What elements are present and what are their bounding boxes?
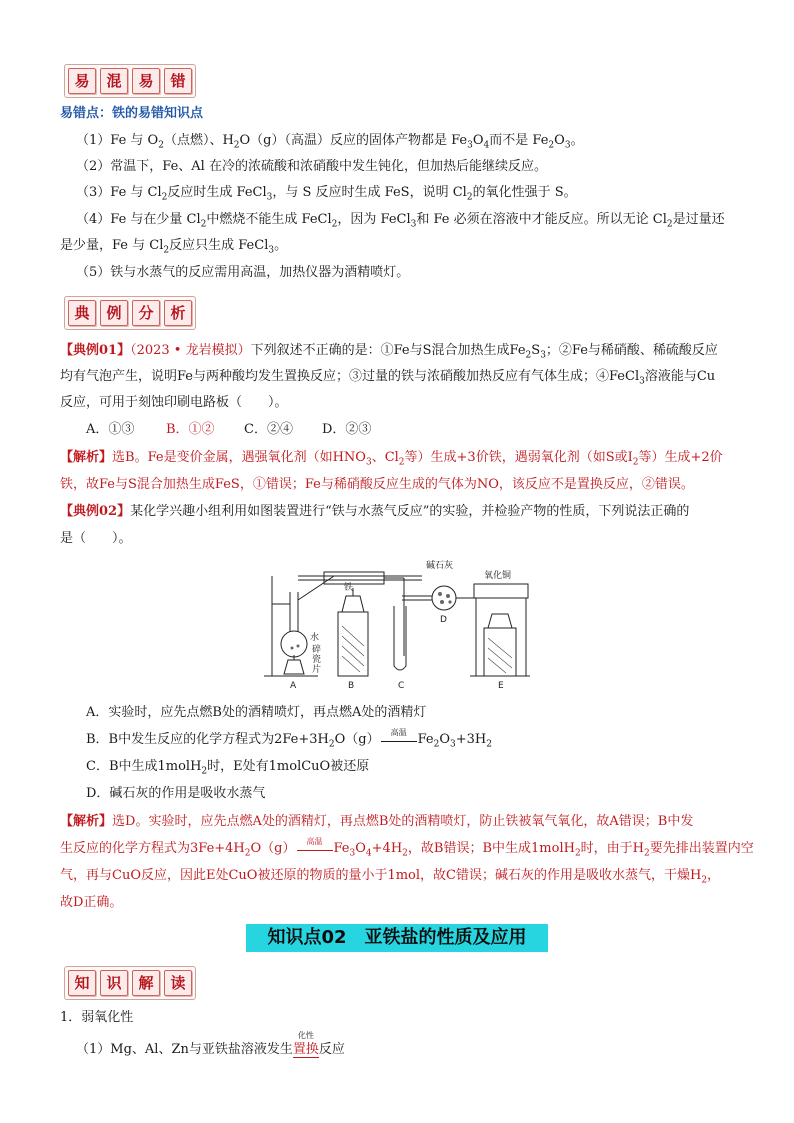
highlighted-word: 化性 置换 — [292, 1031, 319, 1057]
error-point-2: （2）常温下，Fe、Al 在冷的浓硫酸和浓硝酸中发生钝化，但加热后能继续反应。 — [76, 159, 547, 174]
badge-example-analysis — [64, 296, 196, 330]
badge-char: 分 — [132, 300, 160, 326]
badge-char: 混 — [100, 68, 128, 94]
badge-char: 识 — [100, 970, 128, 996]
reaction-arrow: 高温 — [297, 841, 333, 857]
error-point-4-line1: （4）Fe 与在少量 $Cl_2$中燃烧不能生成 FeCl$_2$，因为 FeCl$_3$和 Fe 必须在溶液中才能反应。所以无论 $Cl_2$是过量还 — [76, 212, 725, 230]
badge-char: 知 — [68, 970, 96, 996]
label-b: B — [348, 681, 355, 691]
example2-analysis-line1: 【解析】选D。实验时，应先点燃A处的酒精灯，再点燃B处的酒精喷灯，防止铁被氧气氧化，故A错误；B中发 — [60, 814, 694, 829]
label-soda-lime: 碱石灰 — [426, 561, 454, 571]
error-point-1: （1）Fe 与 $O_2$（点燃）、$H_2O(g)$（高温）反应的固体产物都是 $Fe_3O_4$而不是 $Fe_2O_3$。 — [76, 133, 584, 151]
label-ceramic-3: 片 — [312, 665, 322, 675]
badge-char: 错 — [164, 68, 192, 94]
example1-source: （2023 • 龙岩模拟） — [130, 343, 251, 358]
badge-char: 解 — [132, 970, 160, 996]
reaction-arrow: 高温 — [381, 732, 417, 748]
example1-line1: 【典例01】（2023 • 龙岩模拟）下列叙述不正确的是：①Fe与S混合加热生成$Fe_2S_3$；②Fe与稀硝酸、稀硫酸反应 — [60, 343, 718, 361]
section-title: 知识点02 亚铁盐的性质及应用 — [246, 924, 548, 952]
badge-char: 读 — [164, 970, 192, 996]
example2-analysis-line4: 故D正确。 — [60, 895, 123, 910]
error-point-5: （5）铁与水蒸气的反应需用高温，加热仪器为酒精喷灯。 — [76, 265, 410, 280]
example1-analysis-line2: 铁，故Fe与S混合加热生成FeS，①错误；Fe与稀硝酸反应生成的气体为NO，该反应不是置换反应，②错误。 — [60, 477, 694, 492]
example2-option-d: D．碱石灰的作用是吸收水蒸气 — [86, 786, 266, 801]
label-a: A — [290, 681, 297, 691]
knowledge-item-1: 1．弱氧化性 — [60, 1010, 134, 1025]
example2-option-c: C．B中生成1molH$_2$时，E处有1molCuO被还原 — [86, 759, 370, 777]
badge-char: 析 — [164, 300, 192, 326]
label-water: 水 — [310, 633, 320, 643]
example2-analysis-line2: 生反应的化学方程式为$3Fe+4H_2O(g)$ 高温 $Fe_3O_4+4H_2$，故B错误；B中生成1molH$_2$时，由于$H_2$要先排出装置内空 — [60, 836, 754, 859]
label-d: D — [440, 615, 447, 625]
example1-option-c: C．②④ — [244, 422, 293, 437]
example1-analysis-line1: 【解析】选B。Fe是变价金属，遇强氧化剂（如$HNO_3$、$Cl_2$等）生成+3价铁，遇弱氧化剂（如S或$I_2$等）生成+2价 — [60, 450, 723, 468]
example2-line2: 是（ ）。 — [60, 531, 132, 546]
label-copper-oxide: 氧化铜 — [484, 571, 512, 581]
apparatus-diagram — [262, 556, 532, 692]
example1-label: 【典例01】 — [60, 343, 131, 358]
badge-char: 易 — [68, 68, 96, 94]
label-iron: 铁 — [344, 583, 354, 593]
example2-label: 【典例02】 — [60, 504, 131, 519]
example1-line3: 反应，可用于刻蚀印刷电路板（ ）。 — [60, 395, 288, 410]
badge-char: 例 — [100, 300, 128, 326]
example2-line1: 【典例02】某化学兴趣小组利用如图装置进行“铁与水蒸气反应”的实验，并检验产物的性质，下列说法正确的 — [60, 504, 690, 519]
error-point-4-line2: 是少量，Fe 与 $Cl_2$反应只生成 FeCl$_3$。 — [60, 238, 288, 256]
badge-easy-confuse — [64, 64, 196, 98]
label-ceramic-2: 瓷 — [312, 655, 322, 665]
badge-char: 典 — [68, 300, 96, 326]
example1-option-b: B．①② — [166, 422, 215, 437]
example1-option-d: D．②③ — [322, 422, 372, 437]
example1-option-a: A．①③ — [86, 422, 135, 437]
example1-line2: 均有气泡产生，说明Fe与两种酸均发生置换反应；③过量的铁与浓硝酸加热反应有气体生成；④FeCl$_3$溶液能与Cu — [60, 369, 716, 387]
knowledge-item-1-1: （1）Mg、Al、Zn与亚铁盐溶液发生 化性 置换反应 — [76, 1040, 345, 1060]
label-ceramic-1: 碎 — [312, 645, 322, 655]
label-c: C — [398, 681, 405, 691]
example2-option-b: B．B中发生反应的化学方程式为$2Fe+3H_2O(g)$ 高温 $Fe_2O_3+3H_2$ — [86, 727, 493, 750]
example2-analysis-line3: 气，再与CuO反应，因此E处CuO被还原的物质的量小于1mol，故C错误；碱石灰的作用是吸收水蒸气，干燥$H_2$， — [60, 868, 721, 886]
label-e: E — [498, 681, 504, 691]
badge-char: 易 — [132, 68, 160, 94]
badge-knowledge — [64, 966, 196, 1000]
example2-option-a: A．实验时，应先点燃B处的酒精喷灯，再点燃A处的酒精灯 — [86, 705, 427, 720]
error-point-3: （3）Fe 与 $Cl_2$反应时生成 FeCl$_3$，与 S 反应时生成 FeS，说明 $Cl_2$的氧化性强于 S。 — [76, 185, 577, 203]
error-points-heading: 易错点：铁的易错知识点 — [60, 106, 204, 121]
